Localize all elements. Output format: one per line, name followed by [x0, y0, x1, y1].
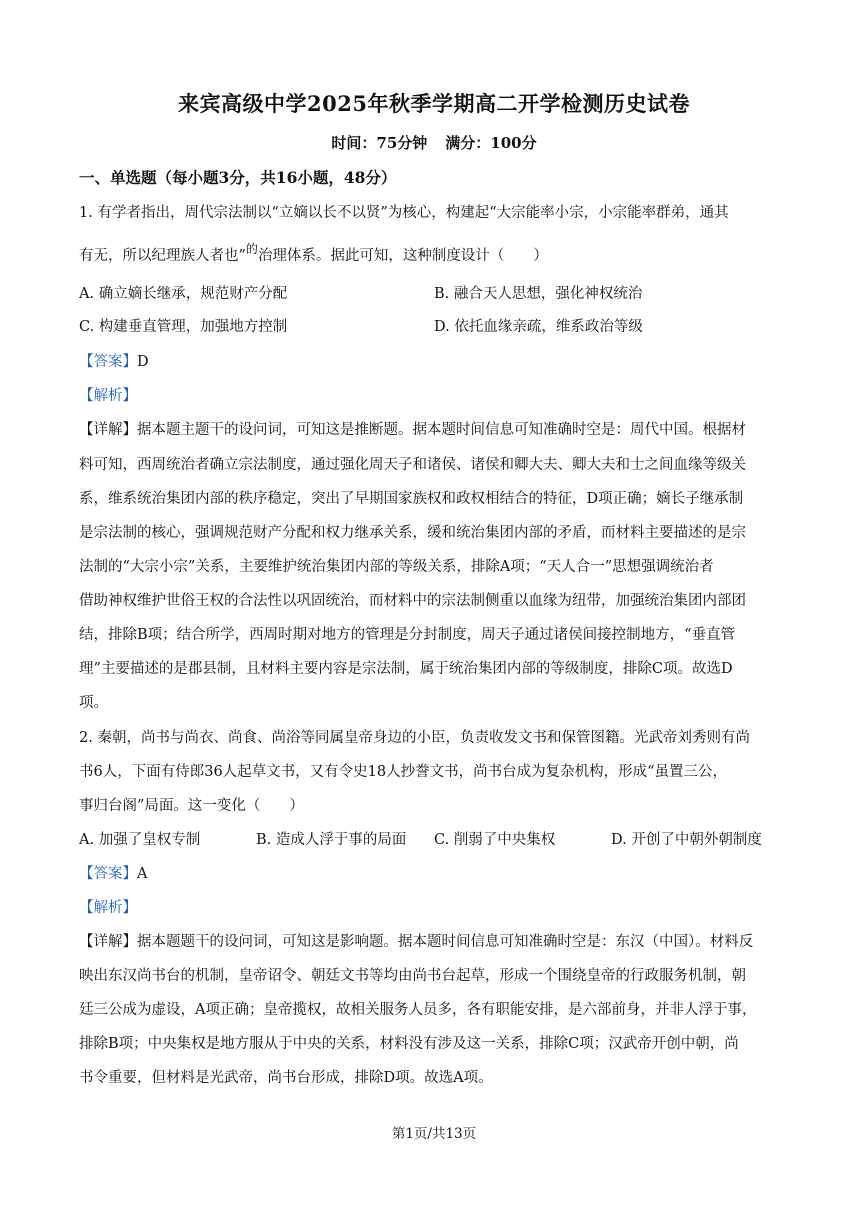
q1-option-c: C. 构建垂直管理，加强地方控制: [79, 319, 288, 335]
q2-option-d: D. 开创了中朝外朝制度: [611, 832, 762, 848]
q2-analysis-tag: 【解析】: [79, 900, 137, 916]
q2-answer-value: A: [137, 866, 148, 882]
q1-stem-part-b: 治理体系。据此可知，这种制度设计（ ）: [257, 248, 548, 264]
q1-detail-line-8: 理”主要描述的是郡县制，且材料主要内容是宗法制，属于统治集团内部的等级制度，排除C项。故选D: [79, 661, 733, 677]
q2-detail-line-3: 廷三公成为虚设，A项正确；皇帝揽权，故相关服务人员多，各有职能安排，是六部前身，并非人浮于事，: [79, 1002, 757, 1018]
q2-stem-line-2: 书6人，下面有侍郎36人起草文书，又有令史18人抄誊文书，尚书台成为复杂机构，形成“虽置三公，: [79, 764, 728, 780]
q2-stem-line-3: 事归台阁”局面。这一变化（ ）: [79, 798, 304, 814]
q1-detail-line-7: 结，排除B项；结合所学，西周时期对地方的管理是分封制度，周天子通过诸侯间接控制地方，“垂直管: [79, 627, 736, 643]
q1-answer-tag: 【答案】: [79, 354, 137, 370]
q1-detail-line-6: 借助神权维护世俗王权的合法性以巩固统治，而材料中的宗法制侧重以血缘为纽带，加强统治集团内部团: [79, 593, 746, 609]
exam-subtitle: [0, 132, 868, 153]
q1-answer: [79, 350, 799, 371]
q2-stem-line-1: 2. 秦朝，尚书与尚衣、尚食、尚浴等同属皇帝身边的小臣，负责收发文书和保管图籍。光武帝刘秀则有尚: [79, 730, 750, 746]
q1-stem-line-2: [79, 244, 799, 265]
exam-score: 满分：100分: [445, 134, 537, 152]
q2-option-b: B. 造成人浮于事的局面: [256, 832, 407, 848]
q1-detail-line-2: 料可知，西周统治者确立宗法制度，通过强化周天子和诸侯、诸侯和卿大夫、卿大夫和士之间血缘等级关: [79, 457, 746, 473]
q1-option-a: A. 确立嫡长继承，规范财产分配: [79, 286, 288, 302]
exam-title: 来宾高级中学2025年秋季学期高二开学检测历史试卷: [178, 91, 690, 116]
q1-superscript: 的: [245, 242, 258, 256]
q2-answer-tag: 【答案】: [79, 866, 137, 882]
q2-detail-line-2: 映出东汉尚书台的机制，皇帝诏令、朝廷文书等均由尚书台起草，形成一个围绕皇帝的行政服务机制，朝: [79, 968, 746, 984]
q1-detail-line-4: 是宗法制的核心，强调规范财产分配和权力继承关系，缓和统治集团内部的矛盾，而材料主要描述的是宗: [79, 525, 746, 541]
q2-answer: [79, 862, 799, 883]
q1-answer-value: D: [137, 354, 149, 370]
section-heading: 一、单选题（每小题3分，共16小题，48分）: [79, 168, 397, 187]
q1-detail-line-3: 系，维系统治集团内部的秩序稳定，突出了早期国家族权和政权相结合的特征，D项正确；嫡长子继承制: [79, 491, 744, 507]
q1-detail-line-9: 项。: [79, 695, 108, 711]
page-footer: 第1页/共13页: [391, 1126, 477, 1142]
q1-detail-line-1: [79, 418, 799, 439]
q2-option-a: A. 加强了皇权专制: [79, 832, 201, 848]
q2-detail-line-4: 排除B项；中央集权是地方服从于中央的关系，材料没有涉及这一关系，排除C项；汉武帝开创中朝，尚: [79, 1036, 739, 1052]
q2-detail-text-1: 据本题题干的设问词，可知这是影响题。据本题时间信息可知准确时空是：东汉（中国）。材料反: [137, 934, 754, 950]
exam-time: 时间：75分钟: [331, 134, 428, 152]
q1-detail-text-1: 据本题主题干的设问词，可知这是推断题。据本题时间信息可知准确时空是：周代中国。根据材: [137, 422, 746, 438]
q2-detail-line-1: [79, 930, 799, 951]
q2-detail-tag: 【详解】: [79, 934, 137, 950]
q1-detail-line-5: 法制的“大宗小宗”关系，主要维护统治集团内部的等级关系，排除A项；“天人合一”思想强调统治者: [79, 559, 714, 575]
q1-stem-part-a: 有无，所以纪理族人者也”: [79, 248, 246, 264]
q1-detail-tag: 【详解】: [79, 422, 137, 438]
q1-option-b: B. 融合天人思想，强化神权统治: [434, 286, 643, 302]
q1-analysis-tag: 【解析】: [79, 388, 137, 404]
q1-stem-line-1: 1. 有学者指出，周代宗法制以“立嫡以长不以贤”为核心，构建起“大宗能率小宗，小宗能率群弟，通其: [79, 205, 729, 221]
q1-option-d: D. 依托血缘亲疏，维系政治等级: [434, 319, 643, 335]
q2-option-c: C. 削弱了中央集权: [434, 832, 556, 848]
q2-detail-line-5: 书令重要，但材料是光武帝，尚书台形成，排除D项。故选A项。: [79, 1070, 493, 1086]
